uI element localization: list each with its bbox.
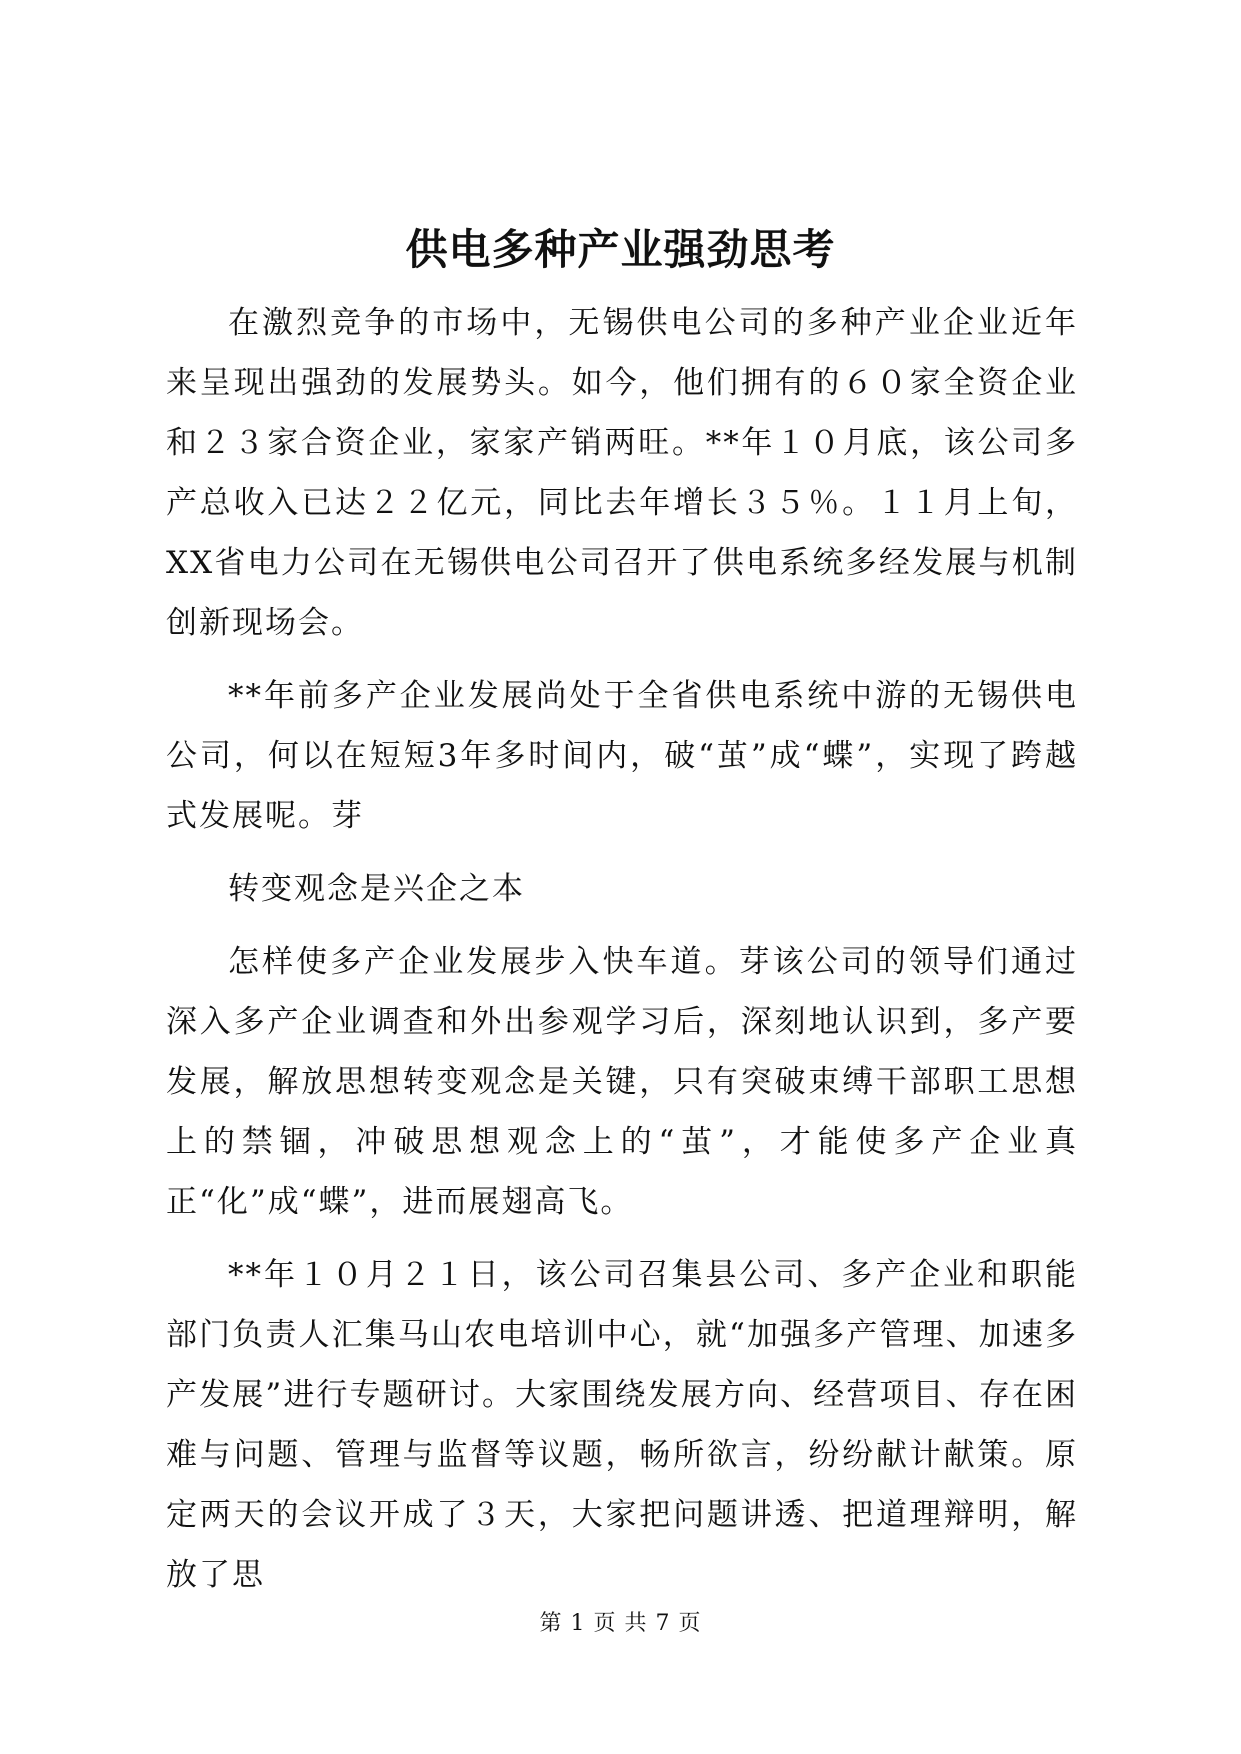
paragraph-question: **年前多产企业发展尚处于全省供电系统中游的无锡供电公司，何以在短短3年多时间内，破“茧”成“蝶”，实现了跨越式发展呢。芽 <box>166 678 1078 834</box>
page-footer: 第 1 页 共 7 页 <box>539 1611 702 1636</box>
paragraph-meeting: **年１０月２１日，该公司召集县公司、多产企业和职能部门负责人汇集马山农电培训中心，就“加强多产管理、加速多产发展”进行专题研讨。大家围绕发展方向、经营项目、存在困难与问题、管理与监督等议题，畅所欲言，纷纷献计献策。原定两天的会议开成了３天，大家把问题讲透、把道理辩明，解放了思 <box>166 1257 1078 1593</box>
paragraph-intro: 在激烈竞争的市场中，无锡供电公司的多种产业企业近年来呈现出强劲的发展势头。如今，他们拥有的６０家全资企业和２３家合资企业，家家产销两旺。**年１０月底，该公司多产总收入已达２２亿元，同比去年增长３５％。１１月上旬，XX省电力公司在无锡供电公司召开了供电系统多经发展与机制创新现场会。 <box>166 305 1078 641</box>
document-body <box>166 293 1078 1605</box>
section-heading: 转变观念是兴企之本 <box>228 871 525 907</box>
page-title: 供电多种产业强劲思考 <box>405 225 836 274</box>
paragraph-mindset: 怎样使多产企业发展步入快车道。芽该公司的领导们通过深入多产企业调查和外出参观学习后，深刻地认识到，多产要发展，解放思想转变观念是关键，只有突破束缚干部职工思想上的禁锢，冲破思想观念上的“茧”，才能使多产企业真正“化”成“蝶”，进而展翅高飞。 <box>166 944 1078 1220</box>
